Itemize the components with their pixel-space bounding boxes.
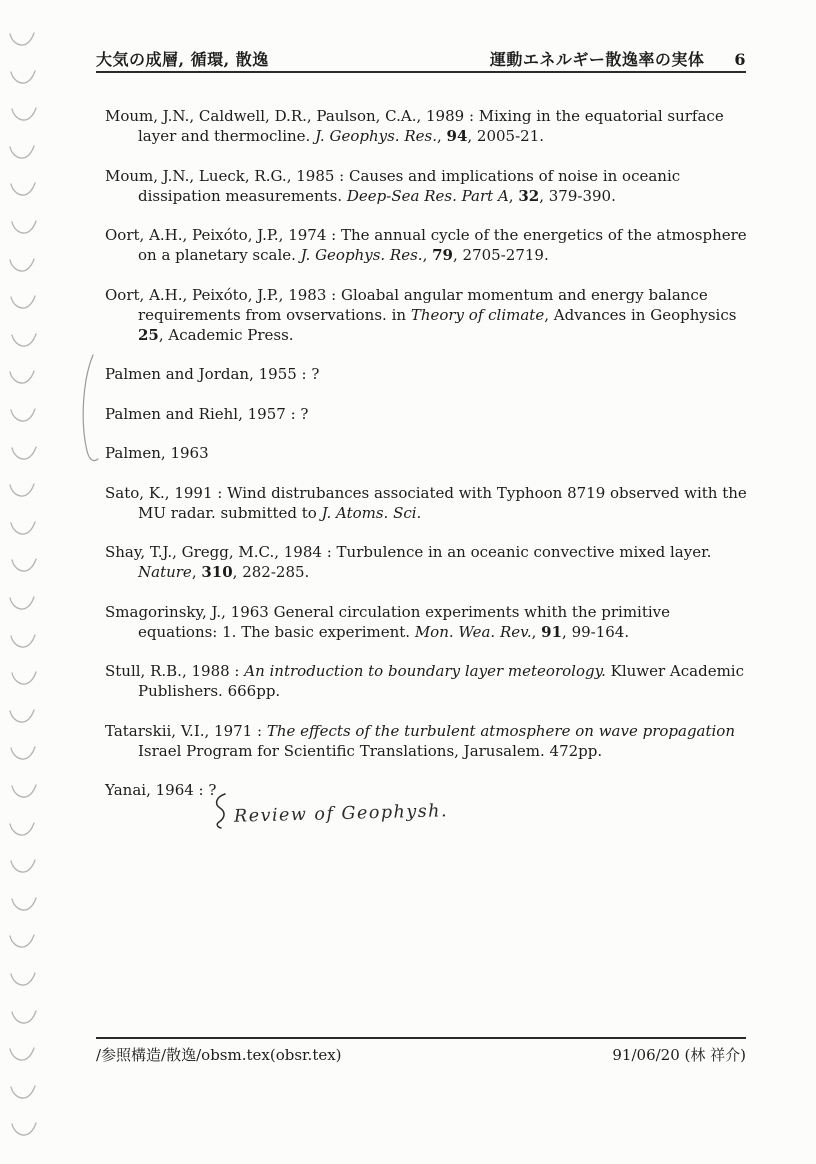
binding-hole-icon [11,444,37,460]
binding-hole-icon [11,331,37,347]
reference-segment: Oort, A.H., Peixóto, J.P., 1974 : The annual cycle of the energetics of the atmosphere on a planetary scale. [105,226,747,264]
binding-hole-icon [10,1083,36,1099]
footer-rule [96,1037,746,1039]
reference-segment: J. Geophys. Res. [315,127,437,145]
reference-segment: Kluwer Academic Publishers. 666pp. [138,662,745,700]
header-right-title: 運動エネルギー散逸率の実体 [489,50,705,69]
margin-brace-annotation [78,353,104,467]
reference-item [105,106,750,146]
reference-segment: , [436,127,447,145]
binding-hole-icon [10,293,36,309]
reference-segment: Tatarskii, V.I., 1971 : [105,721,267,740]
header-rule [96,71,746,73]
reference-item [105,285,750,345]
reference-segment: , 282-285. [232,563,310,581]
page-header [96,47,746,70]
binding-hole-icon [11,1008,37,1024]
reference-segment: Yanai, 1964 : ? [105,781,217,799]
reference-segment: , [508,186,519,205]
reference-segment: Palmen and Jordan, 1955 : ? [105,365,320,383]
reference-segment: 94 [446,127,468,145]
reference-item [105,780,750,800]
binding-hole-icon [9,707,35,723]
reference-segment: , [531,622,542,641]
reference-item [105,404,750,424]
binding-hole-icon [11,669,37,685]
binding-hole-icon [10,632,36,648]
reference-segment: Stull, R.B., 1988 : [105,662,245,680]
reference-segment: Moum, J.N., Lueck, R.G., 1985 : Causes and implications of noise in oceanic dissipation measurements. [105,166,681,205]
reference-item [105,542,750,582]
reference-segment: 25 [138,325,159,344]
reference-item [105,166,750,206]
reference-segment: , 379-390. [539,186,616,205]
reference-segment: J. Atoms. Sci. [321,503,422,522]
binding-hole-icon [9,368,35,384]
binding-hole-icon [11,1120,37,1136]
footer-date-author: 91/06/20 (林 祥介) [612,1046,746,1064]
binding-hole-icon [9,143,35,159]
reference-segment: An introduction to boundary layer meteorology. [244,662,606,680]
reference-segment: , [422,246,433,264]
binding-hole-icon [11,218,37,234]
page-number: 6 [734,50,746,69]
binding-hole-icon [11,782,37,798]
reference-segment: 32 [518,186,540,205]
reference-segment: J. Geophys. Res. [300,246,423,264]
reference-segment: Oort, A.H., Peixóto, J.P., 1983 : Gloabal angular momentum and energy balance requirements from ovservations. in [105,285,708,324]
reference-item [105,443,750,463]
reference-segment: Palmen and Riehl, 1957 : ? [105,404,309,423]
reference-item [105,602,750,642]
reference-segment: , [191,563,202,581]
binding-hole-icon [9,594,35,610]
binding-hole-icon [9,256,35,272]
binding-hole-icon [10,406,36,422]
header-right-group [490,47,746,70]
reference-segment: , 99-164. [562,622,630,641]
reference-segment: Smagorinsky, J., 1963 General circulation experiments whith the primitive equations: 1. The basic experiment. [105,602,671,641]
reference-item [105,364,750,384]
reference-item [105,721,750,761]
reference-segment: Deep-Sea Res. Part A [346,186,509,205]
binding-hole-icon [11,556,37,572]
binding-holes [7,0,41,1164]
reference-segment: 91 [541,622,563,641]
binding-hole-icon [9,1045,35,1061]
reference-item [105,225,750,265]
binding-hole-icon [10,68,36,84]
header-left-title: 大気の成層, 循環, 散逸 [96,50,269,69]
reference-segment: Sato, K., 1991 : Wind distrubances associated with Typhoon 8719 observed with the MU radar. submitted to [105,483,747,522]
binding-hole-icon [9,932,35,948]
reference-segment: , 2005-21. [467,127,545,145]
reference-segment: Theory of climate [410,305,545,324]
reference-segment: , 2705-2719. [453,246,549,264]
reference-segment: Palmen, 1963 [105,444,209,462]
reference-segment: , Academic Press. [158,325,294,344]
binding-hole-icon [10,519,36,535]
reference-segment: The effects of the turbulent atmosphere on wave propagation [266,721,735,740]
binding-hole-icon [10,180,36,196]
reference-item [105,661,750,701]
reference-segment: Moum, J.N., Caldwell, D.R., Paulson, C.A., 1989 : Mixing in the equatorial surface layer and thermocline. [105,107,724,145]
binding-hole-icon [11,895,37,911]
reference-segment: Mon. Wea. Rev. [414,622,532,641]
squiggle-annotation-icon [212,792,232,830]
binding-hole-icon [9,820,35,836]
handwritten-note: Review of Geophysh. [233,801,449,827]
reference-segment: 79 [432,246,453,264]
reference-segment: 310 [201,563,233,581]
page-footer [96,1044,746,1065]
reference-segment: Nature [138,563,192,581]
binding-hole-icon [10,744,36,760]
binding-hole-icon [10,857,36,873]
reference-list [105,106,750,820]
binding-hole-icon [10,970,36,986]
binding-hole-icon [11,105,37,121]
reference-segment: Israel Program for Scientific Translations, Jarusalem. 472pp. [138,741,603,760]
reference-segment: Shay, T.J., Gregg, M.C., 1984 : Turbulence in an oceanic convective mixed layer. [105,543,712,561]
binding-hole-icon [9,481,35,497]
reference-item [105,483,750,523]
footer-file-path: /参照構造/散逸/obsm.tex(obsr.tex) [96,1046,342,1064]
reference-segment: , Advances in Geophysics [544,305,737,324]
binding-hole-icon [9,30,35,46]
